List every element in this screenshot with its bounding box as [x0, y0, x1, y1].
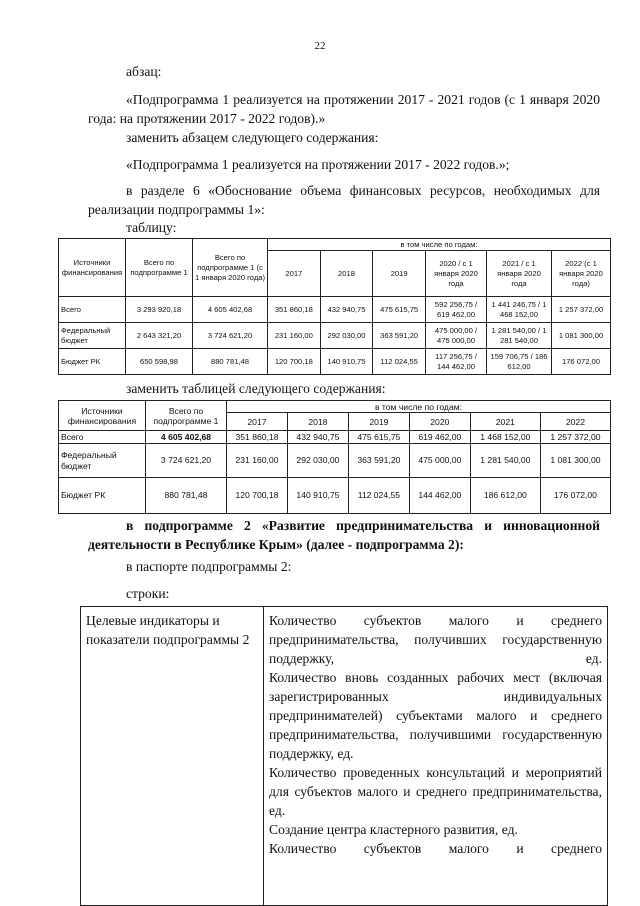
cell-2021: 186 612,00 [470, 478, 540, 514]
cell-2018: 292 030,00 [287, 444, 348, 478]
header-year: 2017 [227, 413, 288, 431]
header-source: Источники финансирования [59, 401, 146, 431]
header-total-from-2020: Всего по подпрограмме 1 (с 1 января 2020 года) [193, 239, 268, 297]
cell-2019: 363 591,20 [373, 323, 426, 349]
row-label: Федеральный бюджет [59, 323, 126, 349]
cell-2020: 475 000,00 / 475 000,00 [426, 323, 487, 349]
cell-2022: 1 081 300,00 [540, 444, 610, 478]
cell-total-from: 880 781,48 [193, 349, 268, 375]
cell-total-from: 3 724 621,20 [193, 323, 268, 349]
paragraph-section-6: в разделе 6 «Обоснование объема финансовых ресурсов, необходимых для реализации подпрограммы 1»: [88, 183, 600, 217]
header-total: Всего по подпрограмме 1 [126, 239, 193, 297]
cell-2018: 292 030,00 [320, 323, 373, 349]
cell-2018: 140 910,75 [287, 478, 348, 514]
header-year: 2022 (с 1 января 2020 года) [552, 251, 611, 297]
row-label: Всего [59, 297, 126, 323]
cell-2020: 592 256,75 / 619 462,00 [426, 297, 487, 323]
header-total: Всего по подпрограмме 1 [146, 401, 227, 431]
header-source: Источники финансирования [59, 239, 126, 297]
cell-total: 3 293 920,18 [126, 297, 193, 323]
header-year: 2017 [268, 251, 321, 297]
cell-2021: 1 281 540,00 / 1 281 540,00 [487, 323, 552, 349]
header-year: 2019 [348, 413, 409, 431]
table-row [59, 478, 611, 514]
cell-2019: 363 591,20 [348, 444, 409, 478]
indicator-item: Количество субъектов малого и среднего предпринимательства, получивших государственную поддержку, ед. [269, 613, 602, 666]
cell-2020: 144 462,00 [409, 478, 470, 514]
cell-2022: 1 257 372,00 [552, 297, 611, 323]
header-year: 2019 [373, 251, 426, 297]
header-year: 2020 [409, 413, 470, 431]
passport-indicators-table [80, 606, 608, 906]
cell-total: 2 643 321,20 [126, 323, 193, 349]
page-number: 22 [314, 40, 326, 52]
cell-2017: 351 860,18 [227, 431, 288, 444]
header-years-group: в том числе по годам: [227, 401, 611, 413]
header-year: 2018 [320, 251, 373, 297]
paragraph-abzac: абзац: [126, 64, 162, 79]
cell-2021: 1 441 246,75 / 1 468 152,00 [487, 297, 552, 323]
cell-2020: 117 256,75 / 144 462,00 [426, 349, 487, 375]
cell-2018: 140 910,75 [320, 349, 373, 375]
indicator-item: Количество субъектов малого и среднего [269, 841, 602, 856]
cell-total-from: 4 605 402,68 [193, 297, 268, 323]
paragraph-rows: строки: [126, 586, 170, 601]
old-financing-table [58, 238, 611, 375]
row-label: Федеральный бюджет [59, 444, 146, 478]
paragraph-passport: в паспорте подпрограммы 2: [126, 559, 292, 574]
cell-2020: 475 000,00 [409, 444, 470, 478]
paragraph-new-period: «Подпрограмма 1 реализуется на протяжении 2017 - 2022 годов.»; [126, 157, 510, 172]
cell-2017: 120 700,18 [268, 349, 321, 375]
row-label: Бюджет РК [59, 349, 126, 375]
cell-2020: 619 462,00 [409, 431, 470, 444]
indicators-list [264, 607, 608, 906]
table-row [59, 444, 611, 478]
new-financing-table [58, 400, 611, 514]
cell-2019: 112 024,55 [373, 349, 426, 375]
cell-2017: 120 700,18 [227, 478, 288, 514]
indicators-label: Целевые индикаторы и показатели подпрограммы 2 [81, 607, 264, 906]
paragraph-subprogram-2: в подпрограмме 2 «Развитие предпринимательства и инновационной деятельности в Республике Крым» (далее - подпрограмма 2): [88, 518, 600, 552]
header-year: 2022 [540, 413, 610, 431]
row-label: Бюджет РК [59, 478, 146, 514]
cell-2022: 1 257 372,00 [540, 431, 610, 444]
header-year: 2018 [287, 413, 348, 431]
table-row [59, 297, 611, 323]
indicator-item: Количество вновь созданных рабочих мест (включая зарегистрированных индивидуальных предпринимателей) субъектами малого и среднего предпринимательства, получившими государственную поддержку, ед. [269, 670, 602, 761]
cell-2021: 1 468 152,00 [470, 431, 540, 444]
cell-total: 4 605 402,68 [146, 431, 227, 444]
table-row [59, 431, 611, 444]
indicator-item: Количество проведенных консультаций и мероприятий для субъектов малого и среднего предпринимательства, ед. [269, 765, 602, 818]
header-years-group: в том числе по годам: [268, 239, 611, 251]
cell-2019: 475 615,75 [373, 297, 426, 323]
cell-2021: 159 706,75 / 186 612,00 [487, 349, 552, 375]
cell-2017: 351 860,18 [268, 297, 321, 323]
cell-2022: 176 072,00 [552, 349, 611, 375]
paragraph-old-period: «Подпрограмма 1 реализуется на протяжении 2017 - 2021 годов (с 1 января 2020 года: на протяжении 2017 - 2022 годов).» [88, 92, 600, 126]
cell-total: 3 724 621,20 [146, 444, 227, 478]
indicator-item: Создание центра кластерного развития, ед. [269, 822, 518, 837]
cell-total: 650 598,98 [126, 349, 193, 375]
cell-2018: 432 940,75 [287, 431, 348, 444]
cell-2022: 1 081 300,00 [552, 323, 611, 349]
paragraph-table-label: таблицу: [126, 220, 177, 235]
table-row [59, 323, 611, 349]
cell-2017: 231 160,00 [227, 444, 288, 478]
cell-total: 880 781,48 [146, 478, 227, 514]
cell-2021: 1 281 540,00 [470, 444, 540, 478]
paragraph-replace-abzac: заменить абзацем следующего содержания: [126, 130, 379, 145]
cell-2019: 475 615,75 [348, 431, 409, 444]
header-year: 2021 [470, 413, 540, 431]
header-year: 2020 / с 1 января 2020 года [426, 251, 487, 297]
table-row [59, 349, 611, 375]
cell-2019: 112 024,55 [348, 478, 409, 514]
header-year: 2021 / с 1 января 2020 года [487, 251, 552, 297]
cell-2017: 231 160,00 [268, 323, 321, 349]
paragraph-replace-table: заменить таблицей следующего содержания: [126, 381, 386, 396]
row-label: Всего [59, 431, 146, 444]
cell-2022: 176 072,00 [540, 478, 610, 514]
cell-2018: 432 940,75 [320, 297, 373, 323]
